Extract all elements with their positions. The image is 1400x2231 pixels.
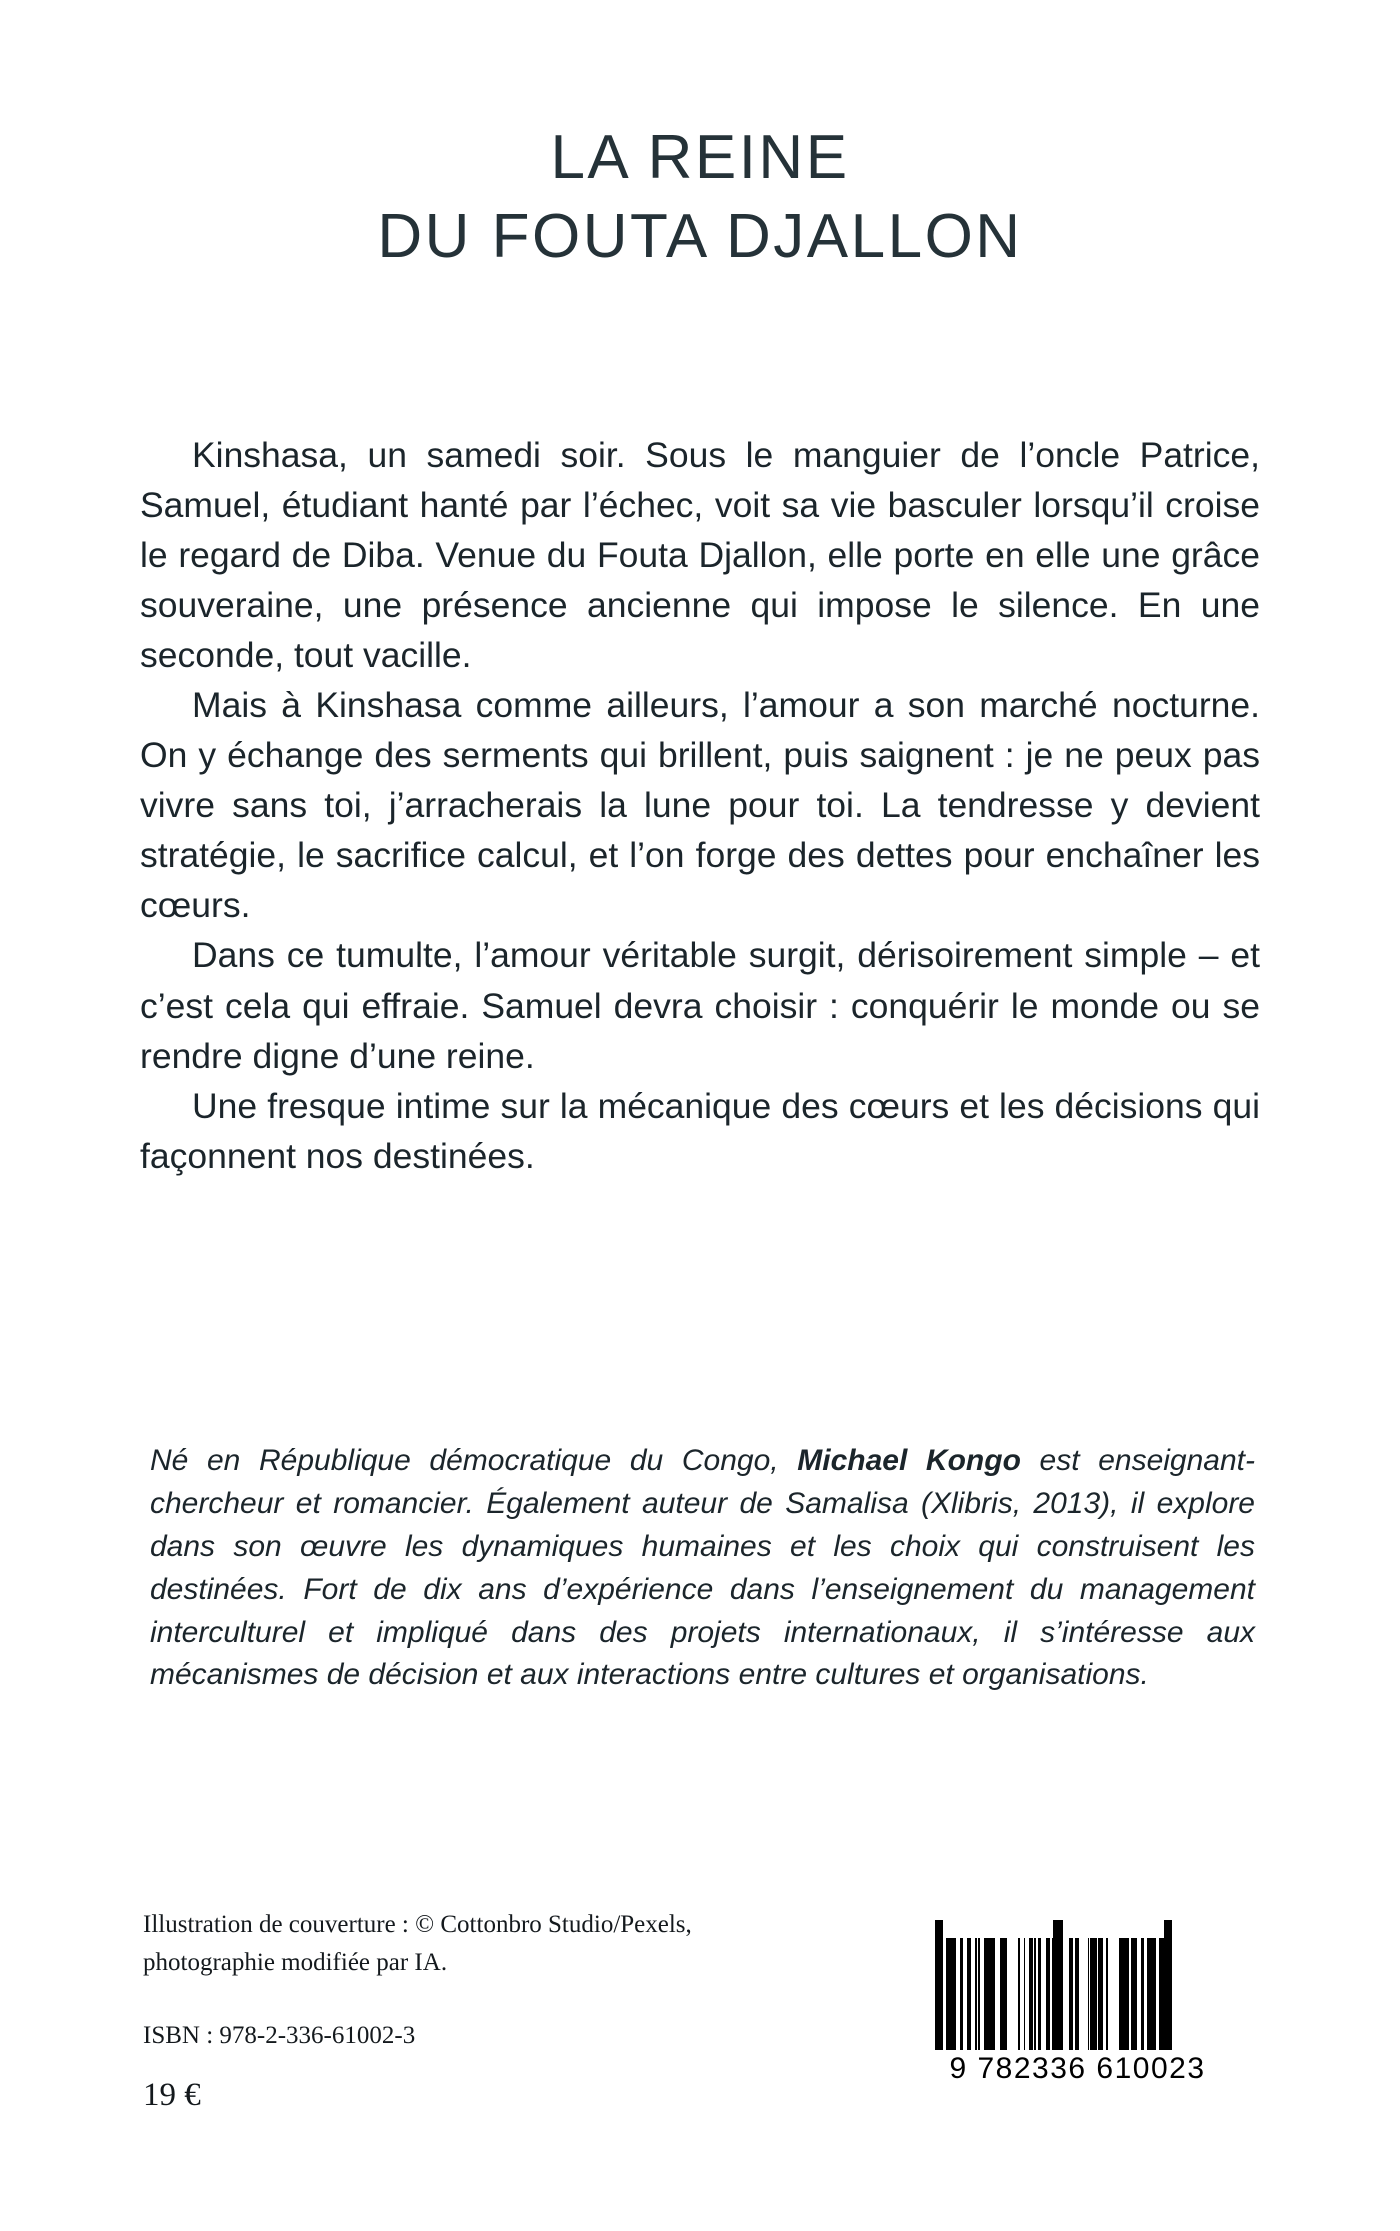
title-line-2: DU FOUTA DJALLON xyxy=(377,202,1023,272)
isbn-text: ISBN : 978-2-336-61002-3 xyxy=(143,2022,416,2049)
author-bio xyxy=(150,1440,1255,1697)
barcode-bars xyxy=(935,1920,1220,2050)
cover-credit-line-1: Illustration de couverture : © Cottonbro Studio/Pexels, xyxy=(143,1911,692,1938)
barcode xyxy=(935,1920,1220,2086)
footer-info xyxy=(143,1906,843,2113)
author-name: Michael Kongo xyxy=(797,1444,1021,1477)
bio-after-name: est enseignant-chercheur et romancier. Également auteur de Samalisa (Xlibris, 2013), il explore dans son œuvre les dynamiques humaines et les choix qui construisent les destinées. Fort de dix ans d’expérience dans l’enseignement du management interculturel et impliqué dans des projets internationaux, il s’intéresse aux mécanismes de décision et aux interactions entre cultures et organisations. xyxy=(150,1444,1255,1692)
barcode-digits: 9 782336 610023 xyxy=(949,2052,1206,2085)
blurb-paragraph: Mais à Kinshasa comme ailleurs, l’amour a son marché nocturne. On y échange des serments qui brillent, puis saignent : je ne peux pas vivre sans toi, j’arracherais la lune pour toi. La tendresse y devient stratégie, le sacrifice calcul, et l’on forge des dettes pour enchaîner les cœurs. xyxy=(140,685,1260,926)
blurb-text xyxy=(140,430,1260,1181)
cover-credit xyxy=(143,1906,843,1981)
blurb-paragraph: Dans ce tumulte, l’amour véritable surgit, dérisoirement simple – et c’est cela qui effraie. Samuel devra choisir : conquérir le monde ou se rendre digne d’une reine. xyxy=(140,935,1260,1076)
cover-credit-line-2: photographie modifiée par IA. xyxy=(143,1948,448,1976)
price-text: 19 € xyxy=(143,2076,201,2113)
title-line-1: LA REINE xyxy=(550,123,850,192)
blurb-paragraph: Une fresque intime sur la mécanique des cœurs et les décisions qui façonnent nos destinées. xyxy=(140,1085,1260,1176)
blurb-paragraph: Kinshasa, un samedi soir. Sous le manguier de l’oncle Patrice, Samuel, étudiant hanté par l’échec, voit sa vie basculer lorsqu’il croise le regard de Diba. Venue du Fouta Djallon, elle porte en elle une grâce souveraine, une présence ancienne qui impose le silence. En une seconde, tout vacille. xyxy=(140,435,1260,676)
book-title xyxy=(0,118,1400,277)
bio-before-name: Né en République démocratique du Congo, xyxy=(150,1444,798,1477)
